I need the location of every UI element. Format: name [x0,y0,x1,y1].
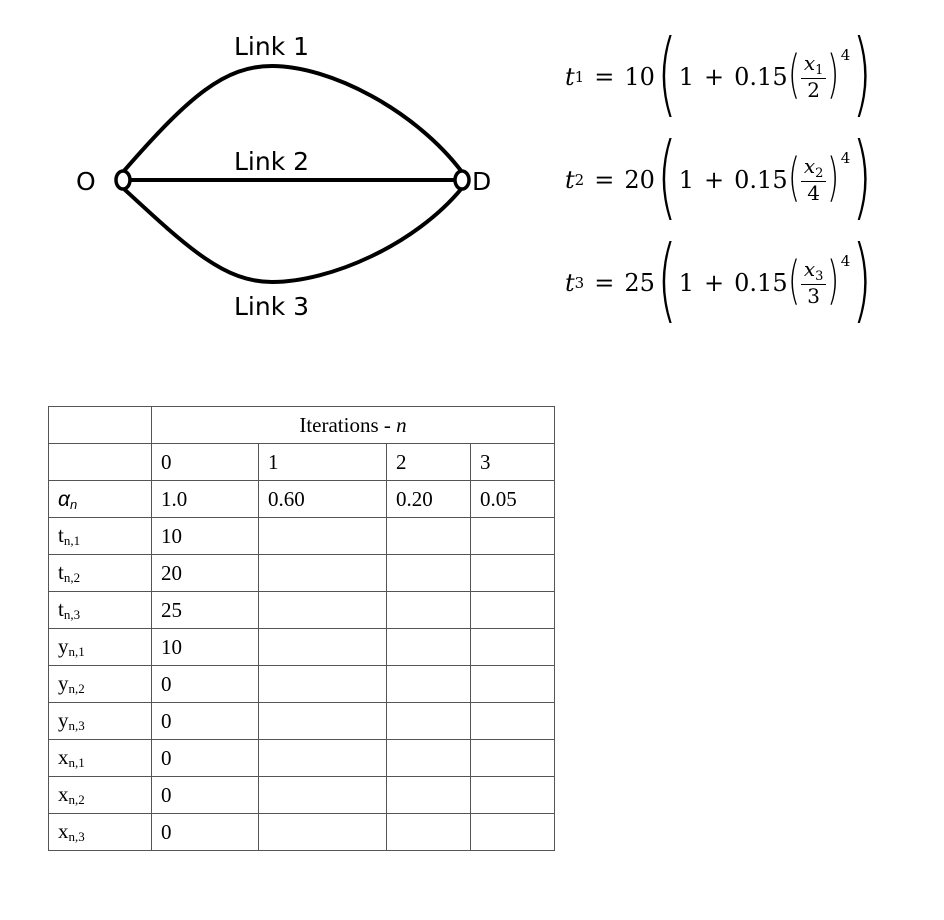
eq3-t: t [565,269,575,297]
table-row [49,629,555,666]
table-cell [471,629,555,666]
table-cell: 0 [152,703,259,740]
table-cell [471,555,555,592]
origin-node [116,171,130,189]
table-header-row [49,407,555,444]
eq1-factor: 0.15 [734,63,788,91]
iteration-1: 1 [259,444,387,481]
table-cell: 0 [152,814,259,851]
link-3-curve [123,188,462,282]
table-cell [387,740,471,777]
table-cell [387,518,471,555]
row-label: $t_{n,1}$ [49,518,152,555]
table-cell: 0.20 [387,481,471,518]
table-row [49,518,555,555]
table-cell [471,703,555,740]
table-cell: 1.0 [152,481,259,518]
table-cell [471,592,555,629]
table-cell: 10 [152,629,259,666]
table-cell [471,777,555,814]
link-3-label: Link 3 [234,292,310,321]
destination-node [455,171,469,189]
table-cell: 10 [152,518,259,555]
table-cell [471,518,555,555]
table-row [49,740,555,777]
table-cell: 0.05 [471,481,555,518]
network-diagram [0,0,560,340]
table-cell [387,777,471,814]
table-cell [259,814,387,851]
table-row [49,777,555,814]
destination-label: D [472,167,492,196]
table-cell: 20 [152,555,259,592]
table-corner-cell [49,407,152,444]
table-row [49,703,555,740]
table-cell [259,629,387,666]
eq1-plus: + [704,63,725,91]
eq3-one: 1 [678,269,695,297]
eq2-one: 1 [678,166,695,194]
table-row [49,592,555,629]
equation-t1: t 1 = 10 ( 1 + 0.15 ( $\frac{x_1}{2}$ ) 4 ) [565,20,873,127]
table-cell [387,629,471,666]
eq1-one: 1 [678,63,695,91]
iterations-header: Iterations - n [152,407,555,444]
eq2-t: t [565,166,575,194]
equation-t2: t 2 = 20 ( 1 + 0.15 ( $\frac{x_2}{4}$ ) 4 ) [565,123,873,230]
row-label: $y_{n,1}$ [49,629,152,666]
eq1-t: t [565,63,575,91]
row-label: $y_{n,3}$ [49,703,152,740]
link-1-label: Link 1 [234,32,310,61]
table-cell: 0.60 [259,481,387,518]
iteration-3: 3 [471,444,555,481]
eq2-fraction: $\frac{x_2}{4}$ [801,155,827,205]
eq2-plus: + [704,166,725,194]
table-cell [387,666,471,703]
eq3-power: 4 [840,252,851,270]
table-row [49,814,555,851]
eq1-power: 4 [840,46,851,64]
alpha-row [49,481,555,518]
iteration-index-row [49,444,555,481]
eq3-t-sub: 3 [574,274,585,292]
table-row [49,555,555,592]
table-cell [387,814,471,851]
table-cell: 0 [152,740,259,777]
eq2-factor: 0.15 [734,166,788,194]
table-cell [387,703,471,740]
eq2-power: 4 [840,149,851,167]
row-label: $y_{n,2}$ [49,666,152,703]
table-cell [471,814,555,851]
origin-label: O [76,167,96,196]
table-cell [259,666,387,703]
eq1-coef: 10 [624,63,655,91]
table-cell: 0 [152,666,259,703]
eq3-fraction: $\frac{x_3}{3}$ [801,258,827,308]
iteration-2: 2 [387,444,471,481]
table-row [49,666,555,703]
table-cell [387,555,471,592]
eq2-t-sub: 2 [574,171,585,189]
eq3-coef: 25 [624,269,655,297]
eq3-plus: + [704,269,725,297]
row-label: $t_{n,2}$ [49,555,152,592]
table-cell [259,518,387,555]
iteration-0: 0 [152,444,259,481]
table-cell [259,592,387,629]
table-cell [259,703,387,740]
row-label: $x_{n,1}$ [49,740,152,777]
link-2-label: Link 2 [234,147,310,176]
eq3-factor: 0.15 [734,269,788,297]
table-cell [259,555,387,592]
table-cell: 25 [152,592,259,629]
row-label: $x_{n,3}$ [49,814,152,851]
table-cell [387,592,471,629]
table-cell [259,777,387,814]
equation-t3: t 3 = 25 ( 1 + 0.15 ( $\frac{x_3}{3}$ ) 4 ) [565,226,873,333]
eq1-t-sub: 1 [574,68,585,86]
table-cell [259,740,387,777]
table-cell: 0 [152,777,259,814]
eq1-fraction: $\frac{x_1}{2}$ [801,52,827,102]
row-label: $x_{n,2}$ [49,777,152,814]
iteration-table [48,406,555,851]
row-label: $t_{n,3}$ [49,592,152,629]
table-cell [471,740,555,777]
table-cell [471,666,555,703]
eq2-coef: 20 [624,166,655,194]
alpha-label: $\alpha_n$ [49,481,152,518]
